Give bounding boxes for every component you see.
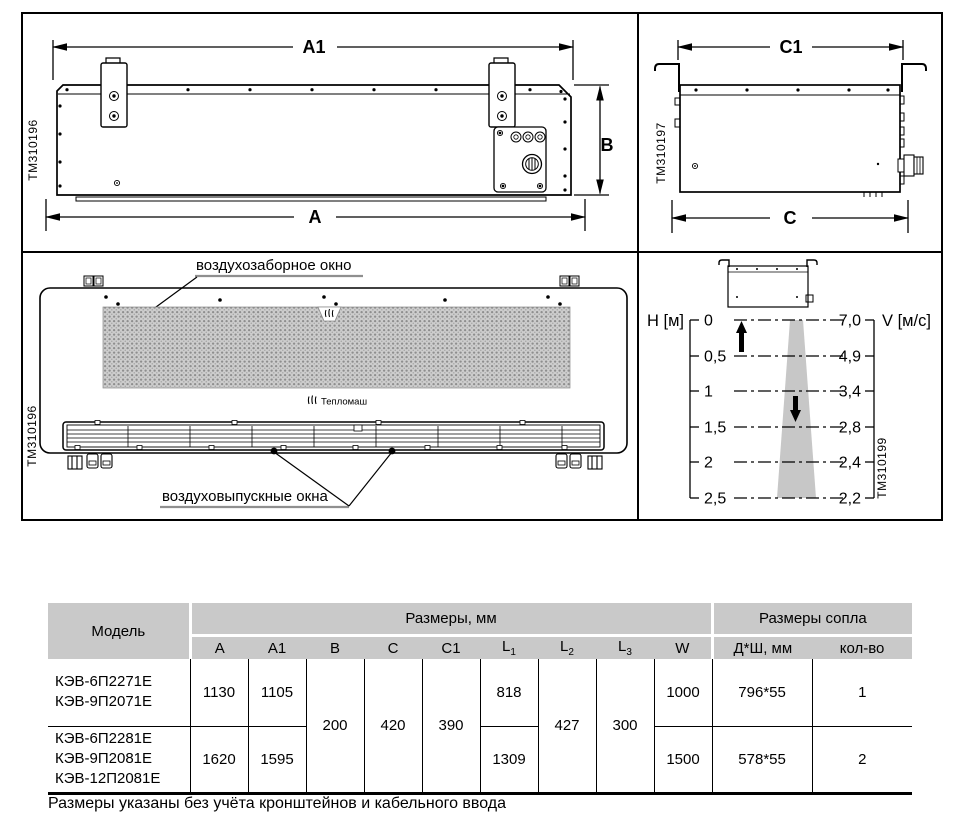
v-tick-labels	[839, 313, 861, 508]
model-name: КЭВ-12П2081Е	[55, 770, 161, 787]
panel-jet-chart	[647, 260, 931, 508]
v-tick: 2,8	[838, 419, 861, 437]
rivets-top	[65, 88, 562, 93]
outlet-leader-line-2	[349, 452, 392, 506]
header-col-nozzle: Д*Ш, мм	[712, 636, 812, 660]
cell-b-shared: 200	[306, 659, 364, 793]
table-row	[48, 726, 912, 793]
header-col-l1: $L_1$	[480, 636, 538, 660]
cell-nozzle-1: 796*55	[712, 659, 812, 726]
cell-w-1: 1000	[654, 659, 712, 726]
panel-front-labeled	[25, 257, 627, 507]
cell-l3-shared: 300	[596, 659, 654, 793]
header-col-l3: $L_3$	[596, 636, 654, 660]
brand-logo	[308, 396, 367, 408]
feet-right	[556, 454, 602, 469]
h-tick: 0	[704, 312, 713, 330]
cell-c1-shared: 390	[422, 659, 480, 793]
cell-l1-1: 818	[480, 659, 538, 726]
dimensions-table-wrap	[48, 603, 914, 795]
model-name: КЭВ-6П2271Е	[55, 673, 153, 691]
cable-glands	[511, 132, 545, 142]
cell-w-2: 1500	[654, 726, 712, 793]
v-tick: 7,0	[838, 312, 861, 330]
brand-flame-icon	[308, 396, 316, 405]
model-cell-2	[48, 726, 190, 793]
screw-dot	[116, 182, 118, 184]
model-name: КЭВ-9П2071Е	[55, 693, 153, 711]
v-tick: 2,4	[838, 454, 861, 472]
drawing-code-labeled: TM310196	[25, 405, 39, 467]
panel-side-view	[654, 37, 926, 233]
drawing-code-front: TM310196	[26, 119, 40, 181]
table-row	[48, 659, 912, 726]
cell-a1-2: 1595	[248, 726, 306, 793]
h-tick: 2,5	[704, 490, 727, 508]
feet-left	[68, 454, 112, 469]
model-name: КЭВ-9П2081Е	[55, 750, 153, 767]
cell-l1-2: 1309	[480, 726, 538, 793]
cable-gland-side	[898, 155, 923, 176]
header-col-count: кол-во	[812, 636, 912, 660]
top-clip-left	[84, 276, 103, 286]
header-col-l2: $L_2$	[538, 636, 596, 660]
outlet-windows-label: воздуховыпускные окна	[162, 488, 328, 505]
h-tick-labels	[704, 313, 726, 508]
device-body-side	[675, 85, 904, 197]
mounting-bracket-left	[101, 58, 127, 127]
header-col-b: B	[306, 636, 364, 660]
outlet-leader-dot-1	[271, 448, 278, 455]
header-col-w: W	[654, 636, 712, 660]
h-tick: 2	[704, 454, 713, 472]
v-tick: 3,4	[838, 383, 861, 401]
header-dims-group: Размеры, мм	[190, 603, 712, 636]
dim-c-label: C	[783, 208, 797, 228]
h-tick: 1	[704, 383, 713, 401]
cell-count-2: 2	[812, 726, 912, 793]
dimensions-table	[48, 603, 912, 795]
up-arrow-icon	[736, 321, 747, 352]
dim-a-label: A	[308, 207, 322, 227]
rivets-top-side	[694, 88, 889, 91]
panel-front-view	[26, 37, 614, 231]
header-col-c1: C1	[422, 636, 480, 660]
dim-c1-label: C1	[779, 37, 803, 57]
rivets-left	[58, 104, 61, 187]
header-model: Модель	[48, 603, 190, 659]
power-connector	[523, 155, 542, 174]
intake-mesh	[103, 307, 570, 388]
grille-dividers	[128, 426, 562, 447]
cell-nozzle-2: 578*55	[712, 726, 812, 793]
table-footnote: Размеры указаны без учёта кронштейнов и кабельного ввода	[48, 795, 507, 812]
drawing-code-side: TM310197	[654, 122, 668, 184]
cell-l2-shared: 427	[538, 659, 596, 793]
v-axis	[865, 320, 874, 498]
cell-a-2: 1620	[190, 726, 248, 793]
brand-logo-text: Тепломаш	[321, 396, 368, 408]
drawing-code-chart: TM310199	[875, 437, 889, 499]
cell-count-1: 1	[812, 659, 912, 726]
rivets-right	[563, 97, 566, 191]
h-tick: 0,5	[704, 348, 727, 366]
outlet-grille	[63, 421, 604, 451]
dim-a1-label: A1	[302, 37, 326, 57]
top-clip-right	[560, 276, 579, 286]
cell-c-shared: 420	[364, 659, 422, 793]
dim-b-label: B	[600, 135, 614, 155]
header-col-a: A	[190, 636, 248, 660]
intake-window-label: воздухозаборное окно	[196, 257, 352, 274]
casing-rivets	[104, 295, 562, 306]
v-tick: 2,2	[838, 490, 861, 508]
v-tick: 4,9	[838, 348, 861, 366]
cell-a1-1: 1105	[248, 659, 306, 726]
h-tick: 1,5	[704, 419, 727, 437]
control-box	[494, 127, 546, 192]
header-col-a1: A1	[248, 636, 306, 660]
h-axis	[690, 320, 699, 498]
outlet-leader-dot-2	[389, 448, 396, 455]
hanging-hooks	[655, 64, 926, 92]
v-axis-label: V [м/с]	[882, 312, 931, 330]
header-nozzle-group: Размеры сопла	[712, 603, 912, 636]
device-icon	[719, 260, 817, 307]
h-axis-label: Н [м]	[646, 312, 684, 330]
model-cell-1	[48, 659, 190, 726]
model-name: КЭВ-6П2281Е	[55, 730, 153, 747]
mounting-bracket-right	[489, 58, 515, 127]
cell-a-1: 1130	[190, 659, 248, 726]
header-col-c: C	[364, 636, 422, 660]
